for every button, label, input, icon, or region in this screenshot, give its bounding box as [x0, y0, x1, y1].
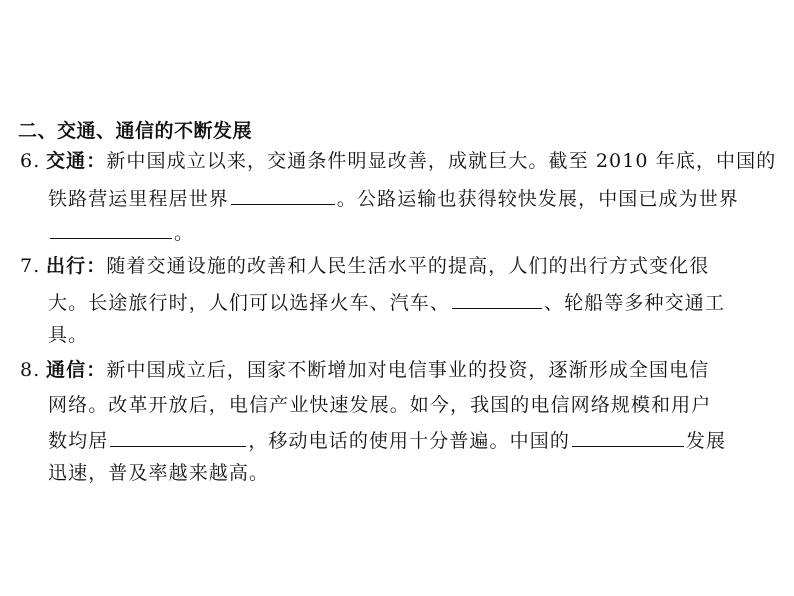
item-6-line-1 [20, 150, 776, 172]
item-8-line-4 [48, 462, 269, 484]
item-text: 。 [174, 222, 195, 244]
item-8-line-1 [20, 359, 709, 381]
item-text: 新中国成立后，国家不断增加对电信事业的投资，逐渐形成全国电信 [106, 359, 710, 381]
item-number: 6. [20, 150, 41, 172]
item-text: 随着交通设施的改善和人民生活水平的提高，人们的出行方式变化很 [106, 255, 710, 277]
item-7-line-2 [48, 290, 725, 314]
item-text: 铁路营运里程居世界 [48, 188, 229, 210]
item-keyword: 通信： [46, 359, 107, 381]
item-text: 。公路运输也获得较快发展，中国已成为世界 [336, 188, 739, 210]
fill-in-blank[interactable] [572, 428, 684, 447]
item-text: ，移动电话的使用十分普遍。中国的 [248, 430, 570, 452]
item-6-line-2 [48, 186, 739, 210]
fill-in-blank[interactable] [50, 220, 172, 239]
item-keyword: 交通： [46, 150, 107, 172]
item-text: 数均居 [48, 430, 109, 452]
item-6-line-3 [48, 220, 194, 244]
item-text: 具。 [48, 324, 89, 346]
fill-in-blank[interactable] [231, 186, 335, 205]
item-text: 发展 [685, 430, 727, 452]
item-text: 、轮船等多种交通工 [544, 292, 725, 314]
item-7-line-1 [20, 255, 709, 277]
item-text: 网络。改革开放后，电信产业快速发展。如今，我国的电信网络规模和用户 [48, 394, 712, 416]
fill-in-blank[interactable] [110, 428, 246, 447]
item-text: 大。长途旅行时，人们可以选择火车、汽车、 [48, 292, 451, 314]
item-text: 新中国成立以来，交通条件明显改善，成就巨大。截至 2010 年底，中国的 [106, 150, 777, 172]
item-8-line-2 [48, 394, 711, 416]
item-number: 8. [20, 359, 41, 381]
section-heading: 二、交通、通信的不断发展 [18, 120, 253, 142]
item-number: 7. [20, 255, 41, 277]
item-keyword: 出行： [46, 255, 107, 277]
item-text: 迅速，普及率越来越高。 [48, 462, 270, 484]
fill-in-blank[interactable] [452, 290, 542, 309]
item-7-line-3 [48, 324, 88, 346]
item-8-line-3 [48, 428, 726, 452]
